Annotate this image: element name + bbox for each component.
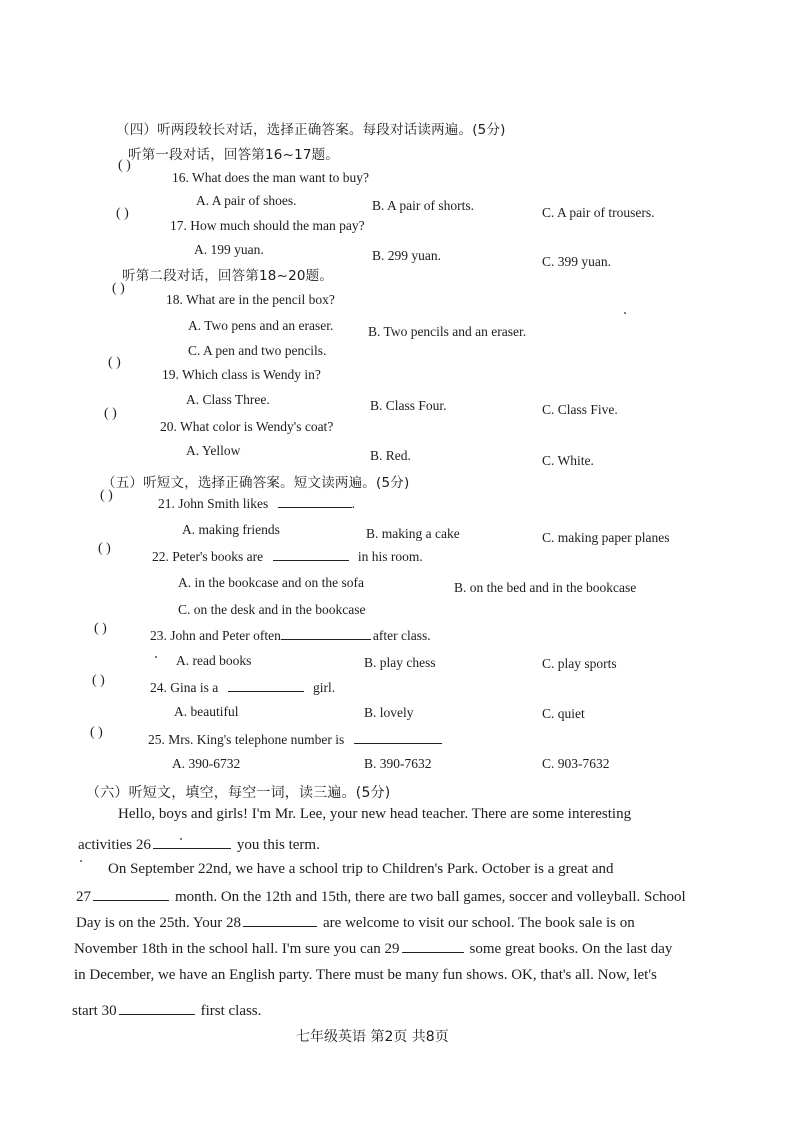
option-16-a: A. A pair of shoes. (196, 193, 297, 208)
blank-21[interactable] (278, 495, 352, 508)
option-22-b: B. on the bed and in the bookcase (454, 580, 637, 595)
passage-line-5b: are welcome to visit our school. The book sale is on (323, 915, 635, 931)
answer-paren-19[interactable]: ( ) (108, 355, 121, 370)
option-24-a: A. beautiful (174, 704, 239, 719)
dialog1-intro: 听第一段对话，回答第16~17题。 (128, 147, 340, 163)
scan-speck (155, 656, 157, 658)
option-24-c: C. quiet (542, 706, 585, 721)
question-17: 17. How much should the man pay? (170, 218, 365, 233)
option-20-b: B. Red. (370, 448, 411, 463)
question-16: 16. What does the man want to buy? (172, 170, 369, 185)
question-23-after: after class. (372, 628, 431, 643)
answer-paren-25[interactable]: ( ) (90, 725, 103, 740)
blank-25[interactable] (354, 731, 442, 744)
option-19-c: C. Class Five. (542, 402, 618, 417)
passage-line-6b: some great books. On the last day (469, 941, 673, 957)
passage-line-8a: start 30 (72, 1003, 117, 1019)
dialog2-intro: 听第二段对话，回答第18~20题。 (122, 268, 334, 284)
question-24-text: 24. Gina is a (150, 680, 219, 695)
option-24-b: B. lovely (364, 705, 414, 720)
answer-paren-20[interactable]: ( ) (104, 406, 117, 421)
option-18-c: C. A pen and two pencils. (188, 343, 327, 358)
scan-speck (80, 860, 82, 862)
passage-line-4a: 27 (76, 889, 91, 905)
blank-28[interactable] (243, 914, 317, 927)
passage-line-5 (76, 914, 635, 932)
option-16-b: B. A pair of shorts. (372, 198, 475, 213)
option-23-c: C. play sports (542, 656, 617, 671)
scan-speck (624, 312, 626, 314)
answer-paren-18[interactable]: ( ) (112, 281, 125, 296)
option-17-a: A. 199 yuan. (194, 242, 264, 257)
passage-line-2 (78, 836, 320, 854)
blank-26[interactable] (153, 836, 231, 849)
question-23 (150, 627, 431, 644)
option-25-c: C. 903-7632 (542, 756, 610, 771)
passage-line-4b: month. On the 12th and 15th, there are two ball games, soccer and volleyball. School (175, 889, 686, 905)
option-22-c: C. on the desk and in the bookcase (178, 602, 366, 617)
scan-speck (180, 838, 182, 840)
passage-line-6a: November 18th in the school hall. I'm sure you can 29 (74, 941, 400, 957)
blank-27[interactable] (93, 888, 169, 901)
passage-line-2a: activities 26 (78, 837, 151, 853)
option-18-b: B. Two pencils and an eraser. (368, 324, 527, 339)
passage-line-8 (72, 1002, 261, 1020)
question-23-text: 23. John and Peter often (150, 628, 281, 643)
passage-line-1: Hello, boys and girls! I'm Mr. Lee, your new head teacher. There are some interesting (118, 806, 632, 822)
answer-paren-22[interactable]: ( ) (98, 541, 111, 556)
answer-paren-23[interactable]: ( ) (94, 621, 107, 636)
option-18-a: A. Two pens and an eraser. (188, 318, 334, 333)
option-16-c: C. A pair of trousers. (542, 205, 655, 220)
answer-paren-24[interactable]: ( ) (92, 673, 105, 688)
passage-line-4 (76, 888, 686, 906)
option-20-a: A. Yellow (186, 443, 241, 458)
option-22-a: A. in the bookcase and on the sofa (178, 575, 364, 590)
section6-title: （六）听短文，填空，每空一词，读三遍。(5分) (86, 785, 391, 801)
answer-paren-16[interactable]: ( ) (118, 158, 131, 173)
passage-line-3: On September 22nd, we have a school trip to Children's Park. October is a great and (108, 861, 614, 877)
question-21 (158, 495, 355, 512)
question-19: 19. Which class is Wendy in? (162, 367, 321, 382)
question-25 (148, 731, 442, 748)
passage-line-7: in December, we have an English party. There must be many fun shows. OK, that's all. Now, let's (74, 967, 657, 983)
blank-24[interactable] (228, 679, 304, 692)
blank-29[interactable] (402, 940, 464, 953)
question-25-text: 25. Mrs. King's telephone number is (148, 732, 345, 747)
option-17-b: B. 299 yuan. (372, 248, 441, 263)
question-24 (150, 679, 335, 696)
section4-title: （四）听两段较长对话，选择正确答案。每段对话读两遍。(5分) (116, 122, 506, 138)
option-25-a: A. 390-6732 (172, 756, 241, 771)
blank-30[interactable] (119, 1002, 195, 1015)
question-22 (152, 548, 423, 565)
blank-23[interactable] (281, 627, 371, 640)
option-25-b: B. 390-7632 (364, 756, 432, 771)
passage-line-6 (74, 940, 672, 958)
passage-line-5a: Day is on the 25th. Your 28 (76, 915, 242, 931)
option-19-b: B. Class Four. (370, 398, 447, 413)
blank-22[interactable] (273, 548, 349, 561)
option-20-c: C. White. (542, 453, 594, 468)
question-21-text: 21. John Smith likes (158, 496, 269, 511)
option-21-c: C. making paper planes (542, 530, 670, 545)
question-22-text: 22. Peter's books are (152, 549, 264, 564)
question-21-after: . (351, 496, 356, 511)
answer-paren-17[interactable]: ( ) (116, 206, 129, 221)
option-23-b: B. play chess (364, 655, 436, 670)
option-23-a: A. read books (176, 653, 252, 668)
question-20: 20. What color is Wendy's coat? (160, 419, 334, 434)
option-17-c: C. 399 yuan. (542, 254, 611, 269)
option-19-a: A. Class Three. (186, 392, 270, 407)
question-18: 18. What are in the pencil box? (166, 292, 335, 307)
answer-paren-21[interactable]: ( ) (100, 488, 113, 503)
question-22-after: in his room. (357, 549, 423, 564)
page-footer: 七年级英语 第2页 共8页 (296, 1029, 449, 1045)
section5-title: （五）听短文，选择正确答案。短文读两遍。(5分) (102, 475, 410, 491)
passage-line-2b: you this term. (236, 837, 320, 853)
question-24-after: girl. (313, 680, 336, 695)
option-21-a: A. making friends (182, 522, 280, 537)
passage-line-8b: first class. (200, 1003, 262, 1019)
option-21-b: B. making a cake (366, 526, 460, 541)
